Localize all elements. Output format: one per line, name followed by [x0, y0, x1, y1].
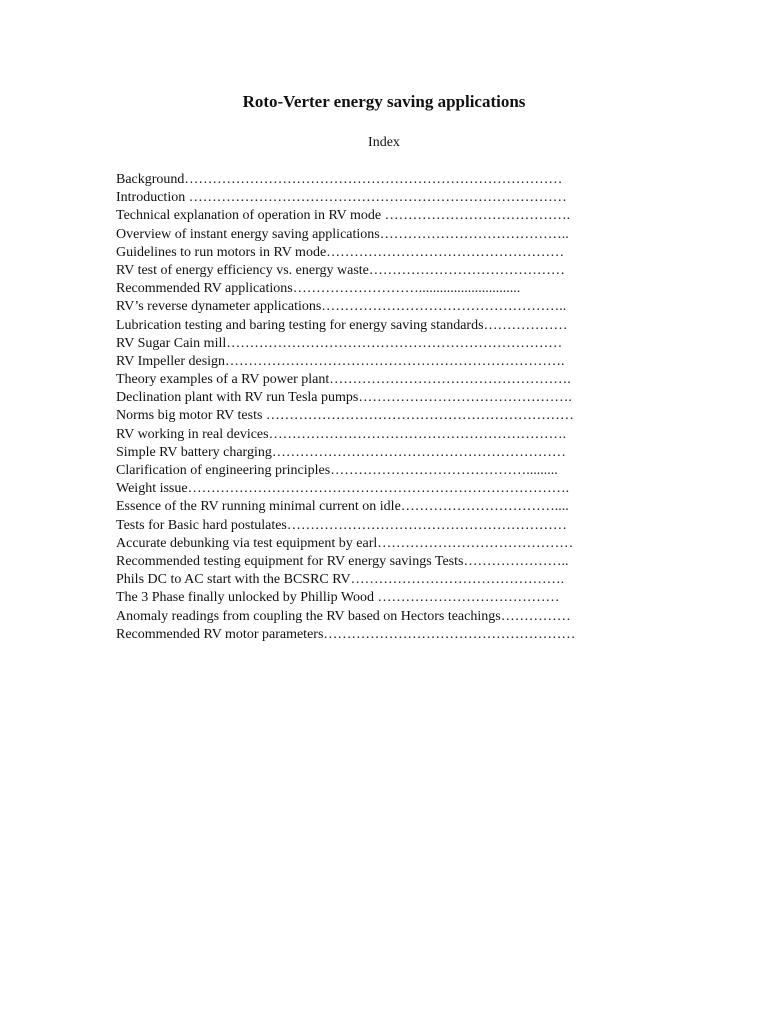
toc-entry: Declination plant with RV run Tesla pumps……………………………………….: [116, 390, 572, 406]
toc-entry: Essence of the RV running minimal current on idle……………………………....: [116, 499, 569, 515]
toc-entry: Clarification of engineering principles…………………………………….........: [116, 463, 558, 478]
toc-entry: RV Impeller design……………………………………………………………….: [116, 353, 565, 369]
toc-entry: Anomaly readings from coupling the RV based on Hectors teachings……………: [116, 608, 571, 624]
toc-entry: Recommended testing equipment for RV energy savings Tests…………………..: [116, 553, 569, 569]
toc-entry: Simple RV battery charging………………………………………………………: [116, 444, 566, 460]
toc-entry: Recommended RV motor parameters………………………………………………: [116, 626, 576, 642]
toc-entry: Recommended RV applications……………………….............................: [116, 281, 521, 297]
toc-entry: Phils DC to AC start with the BCSRC RV……………………………………….: [116, 572, 565, 588]
index-heading: Index: [368, 135, 400, 150]
toc-entry: Introduction ………………………………………………………………………: [116, 190, 567, 206]
toc-entry: Weight issue……………………………………………………………………….: [116, 481, 570, 497]
toc-entry: Guidelines to run motors in RV mode……………………………………………: [116, 244, 565, 260]
toc-entry: RV’s reverse dynameter applications……………………………………………..: [116, 299, 567, 315]
toc-entry: Theory examples of a RV power plant…………………………………………….: [116, 372, 571, 388]
toc-entry: Background………………………………………………………………………: [116, 172, 563, 187]
toc-entry: RV working in real devices……………………………………………………….: [116, 426, 567, 442]
table-of-contents: [116, 171, 716, 644]
toc-entry: RV test of energy efficiency vs. energy waste……………………………………: [116, 262, 565, 278]
toc-entry: RV Sugar Cain mill………………………………………………………………: [116, 335, 563, 351]
toc-entry: Technical explanation of operation in RV mode ………………………………….: [116, 208, 571, 224]
toc-entry: Lubrication testing and baring testing for energy saving standards………………: [116, 317, 568, 333]
toc-entry: The 3 Phase finally unlocked by Phillip Wood …………………………………: [116, 590, 560, 606]
document-title: Roto-Verter energy saving applications: [242, 92, 526, 111]
toc-entry: Norms big motor RV tests …………………………………………………………: [116, 408, 574, 424]
toc-entry: Overview of instant energy saving applications…………………………………..: [116, 226, 569, 242]
toc-entry: Tests for Basic hard postulates……………………………………………………: [116, 517, 567, 533]
toc-entry: Accurate debunking via test equipment by earl……………………………………: [116, 535, 574, 551]
